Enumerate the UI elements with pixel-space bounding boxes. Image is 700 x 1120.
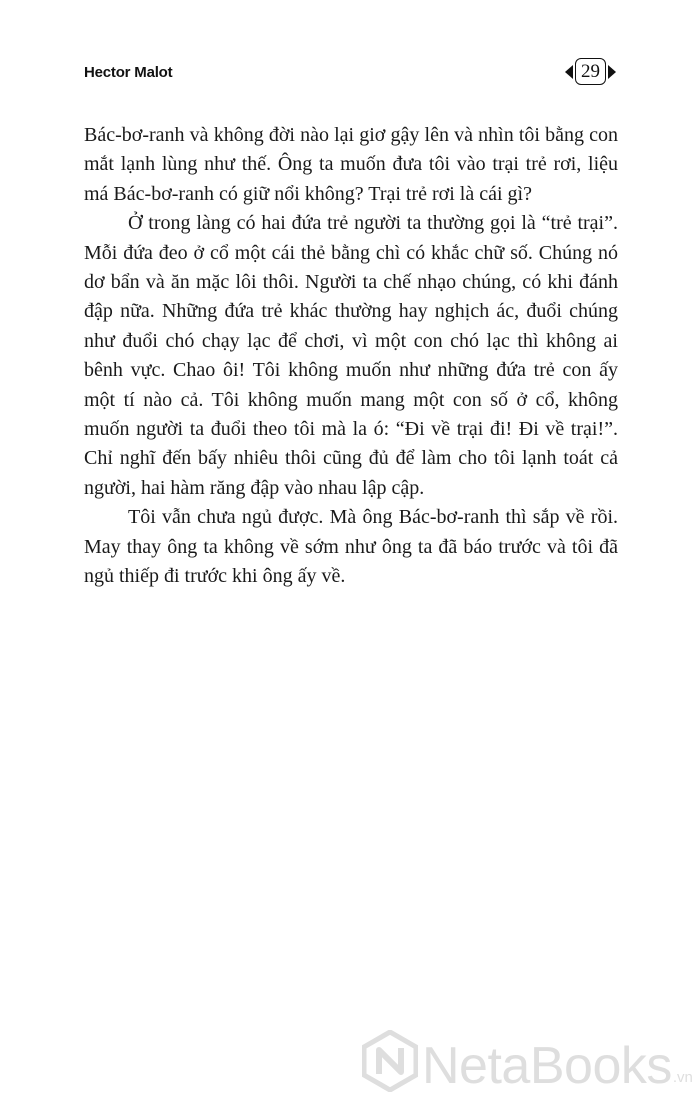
paragraph: Tôi vẫn chưa ngủ được. Mà ông Bác-bơ-ranh thì sắp về rồi. May thay ông ta không về sớm như ông ta đã báo trước và tôi đã ngủ thiếp đi trước khi ông ấy về. [84, 506, 618, 588]
paragraph: Ở trong làng có hai đứa trẻ người ta thường gọi là “trẻ trại”. Mỗi đứa đeo ở cổ một cái thẻ bằng chì có khắc chữ số. Chúng nó dơ bẩn và ăn mặc lôi thôi. Người ta chế nhạo chúng, có khi đánh đập nữa. Những đứa trẻ khác thường hay nghịch ác, đuổi chúng như đuổi chó chạy lạc để chơi, vì một con chó lạc thì không ai bênh vực. Chao ôi! Tôi không muốn như những đứa trẻ con ấy một tí nào cả. Tôi không muốn mang một con số ở cổ, không muốn người ta đuổi theo tôi mà la ó: “Đi về trại đi! Đi về trại!”. Chỉ nghĩ đến bấy nhiêu thôi cũng đủ để làm cho tôi lạnh toát cả người, hai hàm răng đập vào nhau lập cập. [84, 212, 618, 499]
triangle-right-icon [608, 65, 616, 79]
page-number: 29 [575, 58, 606, 85]
triangle-left-icon [565, 65, 573, 79]
watermark-suffix: .vn [672, 1069, 693, 1086]
watermark-brand: NetaBooks [422, 1037, 672, 1095]
paragraph: Bác-bơ-ranh và không đời nào lại giơ gậy lên và nhìn tôi bằng con mắt lạnh lùng như thế. Ông ta muốn đưa tôi vào trại trẻ rơi, liệu má Bác-bơ-ranh có giữ nổi không? Trại trẻ rơi là cái gì? [84, 124, 618, 205]
page-header [84, 58, 616, 90]
body-text [84, 121, 618, 592]
page-number-indicator [565, 58, 616, 85]
running-head-author: Hector Malot [84, 64, 173, 81]
netabooks-logo-icon [362, 1030, 418, 1092]
watermark [362, 1030, 693, 1095]
